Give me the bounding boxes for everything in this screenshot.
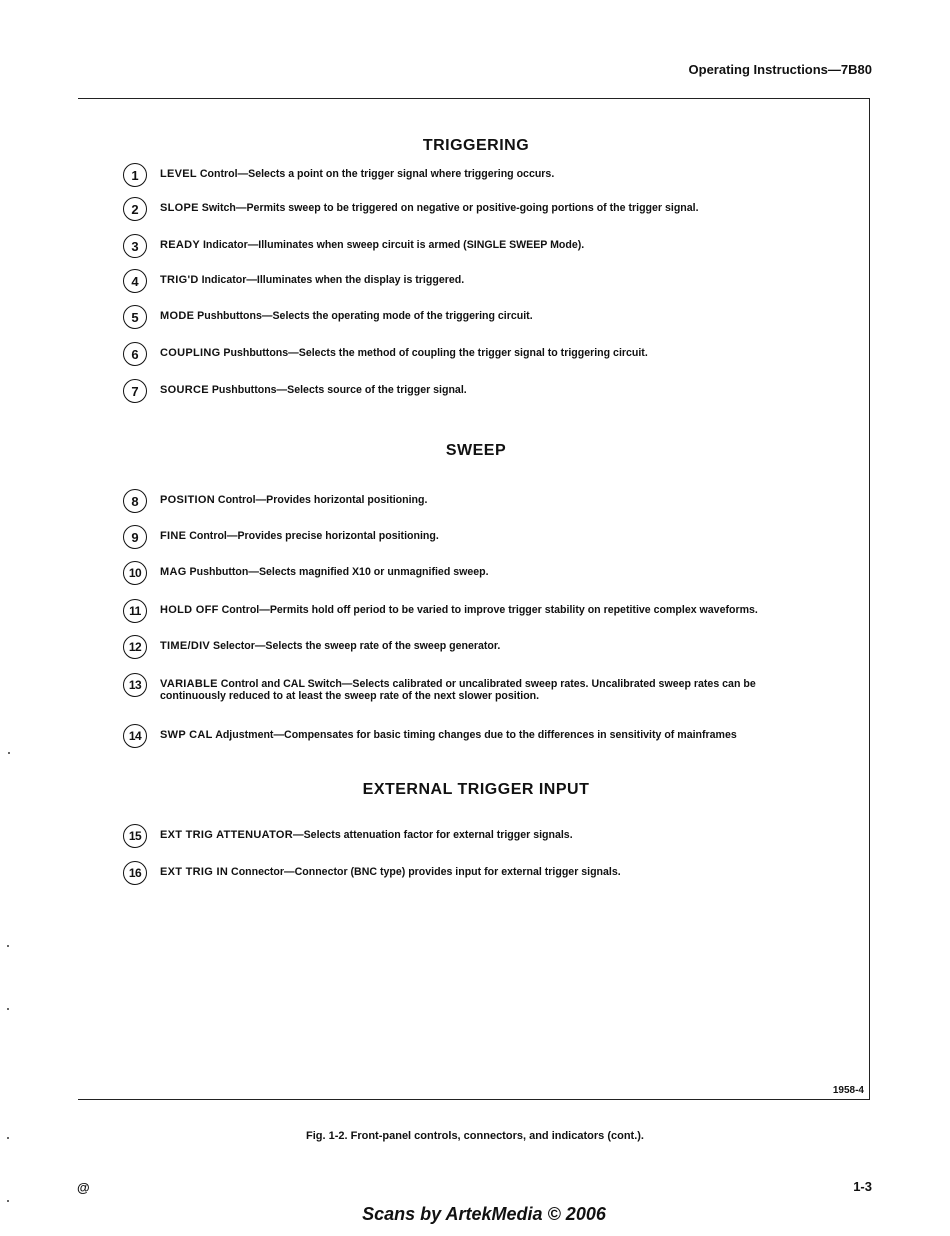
section-title-triggering: TRIGGERING bbox=[422, 137, 530, 154]
callout-number: 6 bbox=[123, 342, 147, 366]
control-name: HOLD OFF bbox=[160, 604, 219, 616]
control-item bbox=[123, 635, 843, 665]
control-item bbox=[123, 379, 843, 409]
control-name: SWP CAL bbox=[160, 729, 213, 741]
control-description bbox=[160, 202, 840, 214]
control-item bbox=[123, 163, 843, 193]
callout-number: 10 bbox=[123, 561, 147, 585]
scan-speck bbox=[8, 752, 10, 754]
scan-speck bbox=[7, 1008, 9, 1010]
control-detail: Pushbuttons—Selects the operating mode of the triggering circuit. bbox=[197, 310, 533, 322]
control-detail: Pushbutton—Selects magnified X10 or unmagnified sweep. bbox=[189, 566, 489, 578]
control-description bbox=[160, 566, 840, 578]
running-header: Operating Instructions—7B80 bbox=[688, 62, 872, 77]
control-name: SOURCE bbox=[160, 384, 209, 396]
control-description bbox=[160, 494, 840, 506]
control-name: COUPLING bbox=[160, 347, 221, 359]
callout-number: 12 bbox=[123, 635, 147, 659]
control-item bbox=[123, 861, 843, 891]
control-description bbox=[160, 866, 840, 878]
scan-speck bbox=[7, 945, 9, 947]
callout-number: 15 bbox=[123, 824, 147, 848]
page-number: 1-3 bbox=[853, 1179, 872, 1194]
control-name: TRIG'D bbox=[160, 274, 199, 286]
control-description bbox=[160, 239, 840, 251]
control-item bbox=[123, 673, 843, 717]
control-description bbox=[160, 640, 840, 652]
control-detail: Pushbuttons—Selects the method of coupling the trigger signal to triggering circuit. bbox=[223, 347, 648, 359]
control-detail: Switch—Permits sweep to be triggered on negative or positive-going portions of the trigger signal. bbox=[201, 202, 699, 214]
control-name: FINE bbox=[160, 530, 187, 542]
copyright-mark: @ bbox=[77, 1180, 90, 1195]
callout-number: 9 bbox=[123, 525, 147, 549]
control-description bbox=[160, 530, 840, 542]
control-item bbox=[123, 824, 843, 854]
callout-number: 3 bbox=[123, 234, 147, 258]
scan-speck bbox=[7, 1137, 9, 1139]
figure-caption: Fig. 1-2. Front-panel controls, connectors, and indicators (cont.). bbox=[306, 1130, 644, 1142]
control-name: MAG bbox=[160, 566, 187, 578]
control-description bbox=[160, 384, 840, 396]
control-item bbox=[123, 599, 843, 629]
control-description bbox=[160, 604, 840, 616]
control-item bbox=[123, 525, 843, 555]
callout-number: 13 bbox=[123, 673, 147, 697]
control-item bbox=[123, 305, 843, 335]
scan-speck bbox=[7, 1200, 9, 1202]
control-item bbox=[123, 724, 843, 754]
control-description bbox=[160, 347, 840, 359]
control-detail: Indicator—Illuminates when sweep circuit is armed (SINGLE SWEEP Mode). bbox=[202, 239, 585, 251]
callout-number: 2 bbox=[123, 197, 147, 221]
control-name: LEVEL bbox=[160, 168, 197, 180]
control-detail: Control—Provides horizontal positioning. bbox=[217, 494, 428, 506]
control-detail: Connector—Connector (BNC type) provides input for external trigger signals. bbox=[231, 866, 621, 878]
control-item bbox=[123, 269, 843, 299]
control-description bbox=[160, 829, 840, 841]
control-name: EXT TRIG IN bbox=[160, 866, 229, 878]
control-detail: Pushbuttons—Selects source of the trigger signal. bbox=[211, 384, 467, 396]
control-description bbox=[160, 678, 810, 702]
control-item bbox=[123, 234, 843, 264]
control-name: VARIABLE bbox=[160, 678, 218, 690]
control-name: READY bbox=[160, 239, 201, 251]
callout-number: 7 bbox=[123, 379, 147, 403]
figure-id: 1958-4 bbox=[832, 1085, 864, 1096]
scan-credit: Scans by ArtekMedia © 2006 bbox=[362, 1204, 606, 1224]
control-detail: Control—Permits hold off period to be varied to improve trigger stability on repetitive complex waveforms. bbox=[221, 604, 758, 616]
control-detail: Control—Selects a point on the trigger signal where triggering occurs. bbox=[199, 168, 555, 180]
section-title-sweep: SWEEP bbox=[445, 442, 507, 459]
control-description bbox=[160, 729, 840, 741]
callout-number: 16 bbox=[123, 861, 147, 885]
callout-number: 14 bbox=[123, 724, 147, 748]
control-name: EXT TRIG ATTENUATOR bbox=[160, 829, 294, 841]
control-item bbox=[123, 489, 843, 519]
callout-number: 5 bbox=[123, 305, 147, 329]
control-name: POSITION bbox=[160, 494, 215, 506]
section-title-external-trigger-input: EXTERNAL TRIGGER INPUT bbox=[362, 781, 590, 798]
callout-number: 11 bbox=[123, 599, 147, 623]
callout-number: 1 bbox=[123, 163, 147, 187]
control-name: MODE bbox=[160, 310, 195, 322]
control-item bbox=[123, 197, 843, 227]
control-detail: Control—Provides precise horizontal positioning. bbox=[189, 530, 439, 542]
control-detail: Indicator—Illuminates when the display is triggered. bbox=[201, 274, 465, 286]
control-detail: Selector—Selects the sweep rate of the sweep generator. bbox=[213, 640, 501, 652]
control-description bbox=[160, 274, 840, 286]
control-detail: —Selects attenuation factor for external trigger signals. bbox=[293, 829, 573, 841]
control-item bbox=[123, 561, 843, 591]
control-name: SLOPE bbox=[160, 202, 199, 214]
control-detail: Adjustment—Compensates for basic timing changes due to the differences in sensitivity of mainframes bbox=[215, 729, 737, 741]
callout-number: 4 bbox=[123, 269, 147, 293]
control-detail: Control and CAL Switch—Selects calibrated or uncalibrated sweep rates. Uncalibrated sweep rates can be continuously reduced to at least the sweep rate of the next slower position. bbox=[160, 678, 756, 702]
control-description bbox=[160, 168, 840, 180]
control-description bbox=[160, 310, 840, 322]
control-name: TIME/DIV bbox=[160, 640, 211, 652]
control-item bbox=[123, 342, 843, 372]
callout-number: 8 bbox=[123, 489, 147, 513]
